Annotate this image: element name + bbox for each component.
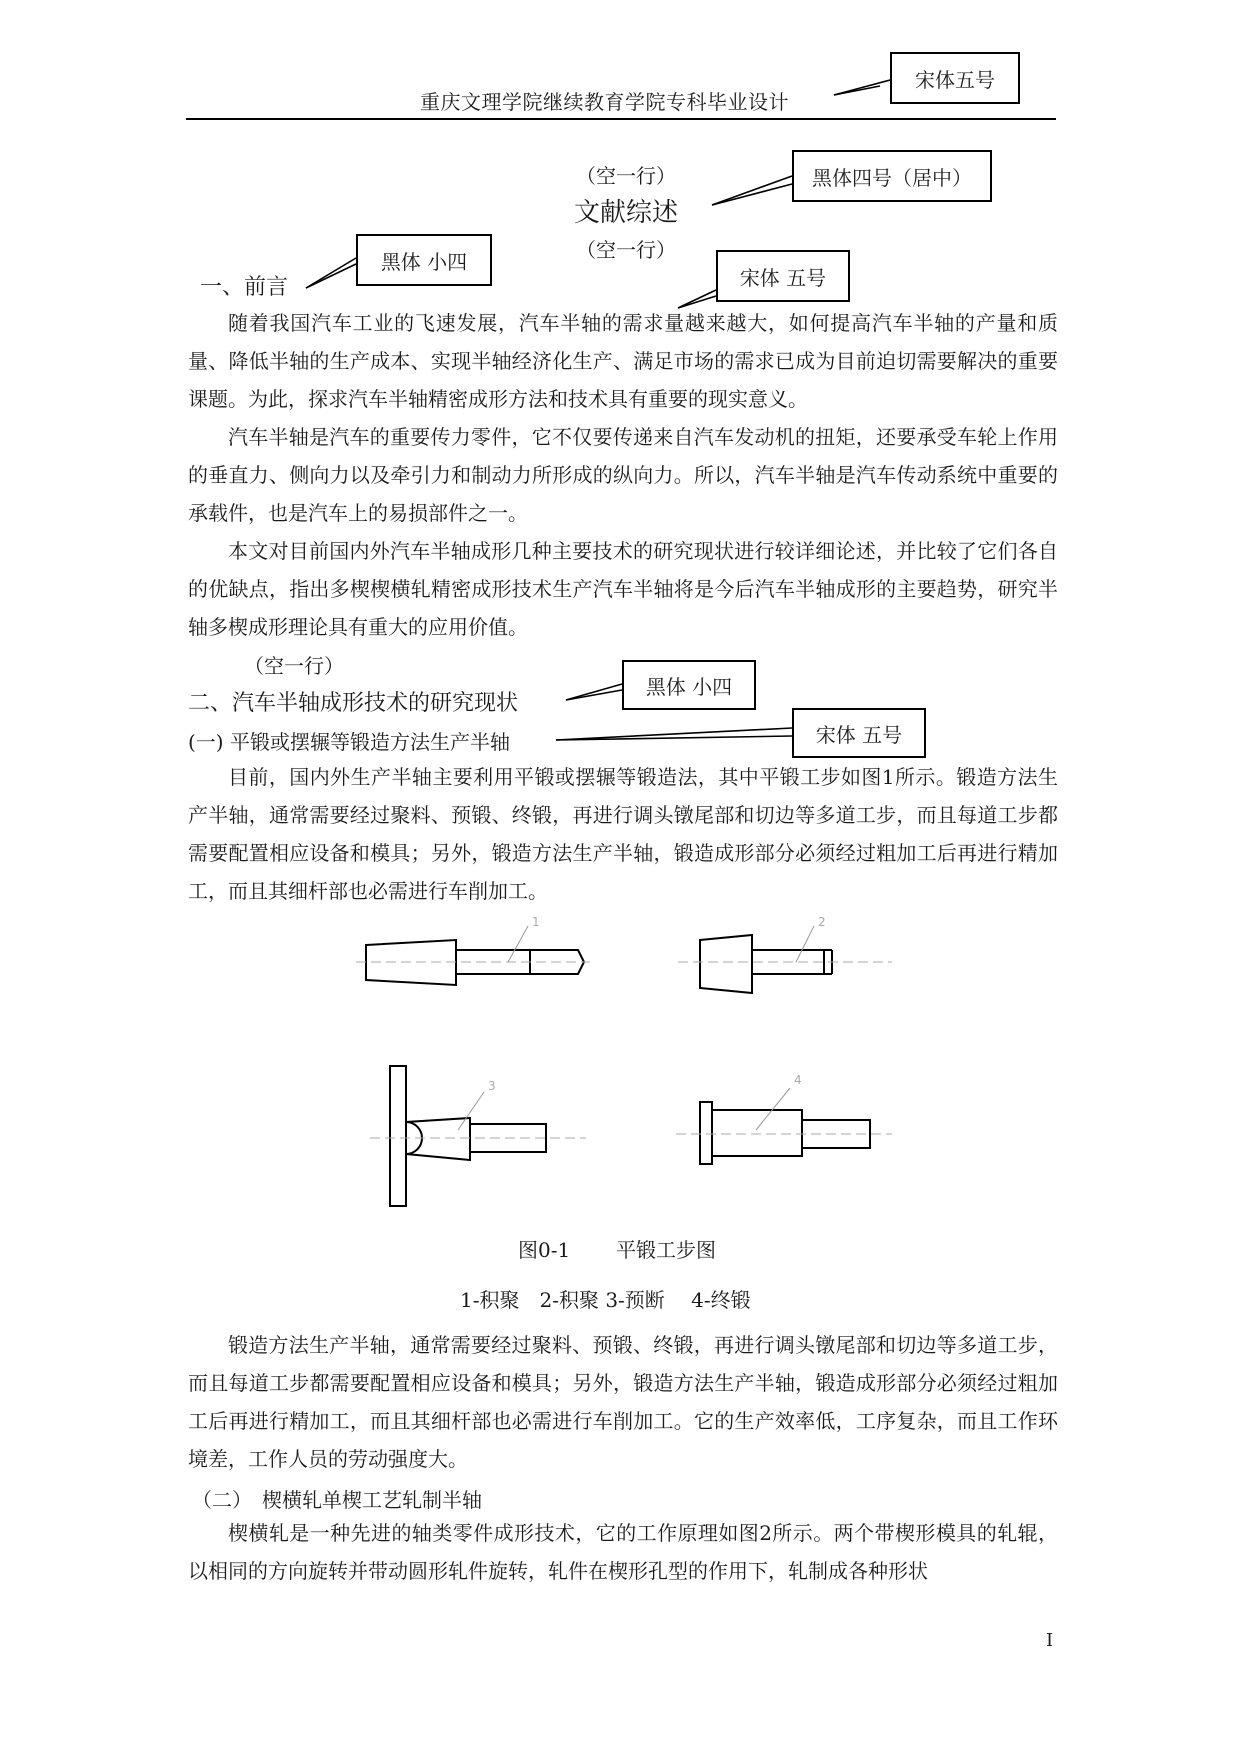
page-header-title: 重庆文理学院继续教育学院专科毕业设计 <box>420 90 789 114</box>
callout-body-font-2: 宋体 五号 <box>792 708 926 758</box>
document-title: 文献综述 <box>574 198 679 228</box>
section-heading-2: 二、汽车半轴成形技术的研究现状 <box>188 691 519 716</box>
blank-line-marker: （空一行） <box>576 164 676 188</box>
forging-step-3-drawing <box>390 1066 546 1206</box>
callout-title-font: 黑体四号（居中） <box>792 150 992 202</box>
blank-line-marker: （空一行） <box>244 654 344 678</box>
figure-caption-title: 平锻工步图 <box>616 1238 716 1262</box>
callout-h1-font: 黑体 小四 <box>356 234 492 286</box>
paragraph: 目前，国内外生产半轴主要利用平锻或摆辗等锻造法，其中平锻工步如图1所示。锻造方法生产半轴，通常需要经过聚料、预锻、终锻，再进行调头镦尾部和切边等多道工步，而且每道工步都需要配置相应设备和模具；另外，锻造方法生产半轴，锻造成形部分必须经过粗加工后再进行精加工，而且其细杆部也必需进行车削加工。 <box>188 765 1058 903</box>
forging-step-2-drawing <box>700 935 832 993</box>
figure-legend: 1-积聚 2-积聚 3-预断 4-终锻 <box>460 1288 751 1312</box>
paragraph: 楔横轧是一种先进的轴类零件成形技术，它的工作原理如图2所示。两个带楔形模具的轧辊，以相同的方向旋转并带动圆形轧件旋转，轧件在楔形孔型的作用下，轧制成各种形状 <box>188 1521 1058 1583</box>
figure-label-1: 1 <box>532 915 540 929</box>
callout-header-font: 宋体五号 <box>890 52 1020 104</box>
blank-line-marker: （空一行） <box>576 238 676 262</box>
subsection-heading-1: (一) 平锻或摆辗等锻造方法生产半轴 <box>188 730 510 754</box>
section-heading-1: 一、前言 <box>200 275 289 300</box>
figure-label-2: 2 <box>818 915 826 929</box>
callout-body-font: 宋体 五号 <box>716 250 850 302</box>
callout-h1-font-2: 黑体 小四 <box>622 660 756 710</box>
figure-label-3: 3 <box>488 1079 496 1093</box>
subsection-heading-2: （二） 楔横轧单楔工艺轧制半轴 <box>192 1488 482 1512</box>
paragraph: 本文对目前国内外汽车半轴成形几种主要技术的研究现状进行较详细论述，并比较了它们各自的优缺点，指出多楔楔横轧精密成形技术生产汽车半轴将是今后汽车半轴成形的主要趋势，研究半轴多楔成形理论具有重大的应用价值。 <box>188 539 1058 639</box>
page-number: I <box>1046 1630 1054 1651</box>
figure-caption-number: 图0-1 <box>518 1238 571 1262</box>
paragraph: 汽车半轴是汽车的重要传力零件，它不仅要传递来自汽车发动机的扭矩，还要承受车轮上作用的垂直力、侧向力以及牵引力和制动力所形成的纵向力。所以，汽车半轴是汽车传动系统中重要的承载件，也是汽车上的易损部件之一。 <box>188 425 1058 525</box>
paragraph: 锻造方法生产半轴，通常需要经过聚料、预锻、终锻，再进行调头镦尾部和切边等多道工步，而且每道工步都需要配置相应设备和模具；另外，锻造方法生产半轴，锻造成形部分必须经过粗加工后再进行精加工，而且其细杆部也必需进行车削加工。它的生产效率低，工序复杂，而且工作环境差，工作人员的劳动强度大。 <box>188 1333 1058 1471</box>
paragraph: 随着我国汽车工业的飞速发展，汽车半轴的需求量越来越大，如何提高汽车半轴的产量和质量、降低半轴的生产成本、实现半轴经济化生产、满足市场的需求已成为目前迫切需要解决的重要课题。为此，探求汽车半轴精密成形方法和技术具有重要的现实意义。 <box>188 311 1058 411</box>
forging-step-4-drawing <box>700 1102 870 1164</box>
figure-label-4: 4 <box>794 1073 802 1087</box>
